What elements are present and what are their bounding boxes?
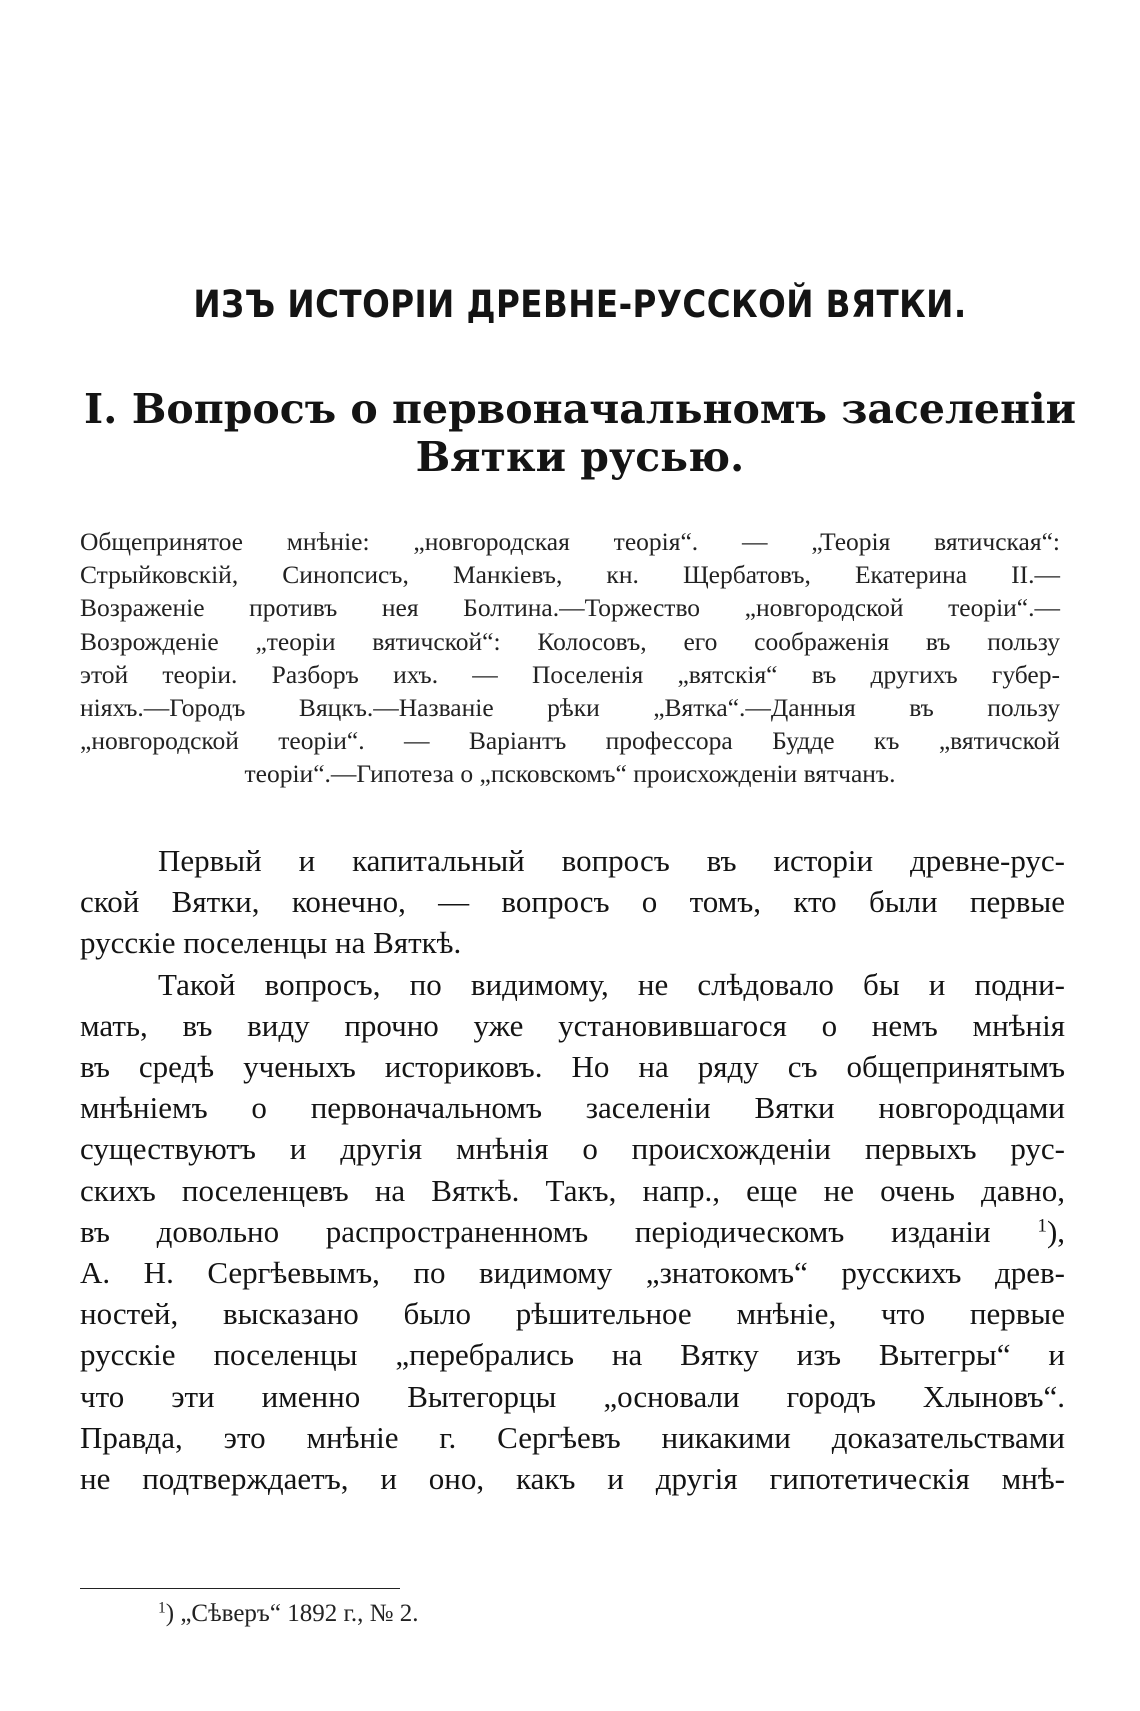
body-line: А. Н. Сергѣевымъ, по видимому „знатокомъ“ русскихъ древ- bbox=[80, 1255, 1065, 1291]
main-title: ИЗЪ ИСТОРІИ ДРЕВНЕ-РУССКОЙ ВЯТКИ. bbox=[193, 283, 967, 326]
body-line: Такой вопросъ, по видимому, не слѣдовало бы и подни- bbox=[158, 966, 1065, 1002]
summary-line: „новгородской теоріи“. — Варіантъ профессора Будде къ „вятичской bbox=[80, 726, 1060, 756]
chapter-title-line-1: I. Вопросъ о первоначальномъ заселеніи bbox=[83, 385, 1076, 433]
summary-line: теоріи“.—Гипотеза о „псковскомъ“ происхожденіи вятчанъ. bbox=[244, 759, 896, 789]
body-line: Правда, это мнѣніе г. Сергѣевъ никакими доказательствами bbox=[80, 1419, 1065, 1455]
body-line: не подтверждаетъ, и оно, какъ и другія гипотетическія мнѣ- bbox=[80, 1461, 1065, 1497]
footnote-marker-close: ) bbox=[165, 1600, 175, 1627]
summary-line: этой теоріи. Разборъ ихъ. — Поселенія „вятскія“ въ другихъ губер- bbox=[80, 659, 1060, 689]
chapter-summary bbox=[80, 525, 1060, 791]
body-line-with-footnote-ref bbox=[80, 1211, 1065, 1252]
footnote bbox=[158, 1600, 419, 1628]
body-line: русскіе поселенцы на Вяткѣ. bbox=[80, 925, 462, 961]
summary-line: Стрыйковскій, Синопсисъ, Манкіевъ, кн. Щербатовъ, Екатерина II.— bbox=[80, 560, 1060, 590]
chapter-title-line-2: Вятки русью. bbox=[415, 433, 745, 481]
body-line: ской Вятки, конечно, — вопросъ о томъ, кто были первые bbox=[80, 884, 1065, 920]
body-line: мать, въ виду прочно уже установившагося о немъ мнѣнія bbox=[80, 1007, 1065, 1043]
body-line: что эти именно Вытегорцы „основали городъ Хлыновъ“. bbox=[80, 1378, 1065, 1414]
body-line: скихъ поселенцевъ на Вяткѣ. Такъ, напр., еще не очень давно, bbox=[80, 1172, 1065, 1208]
body-line: въ средѣ ученыхъ историковъ. Но на ряду съ общепринятымъ bbox=[80, 1049, 1065, 1085]
body-line: существуютъ и другія мнѣнія о происхожденіи первыхъ рус- bbox=[80, 1131, 1065, 1167]
body-line: русскіе поселенцы „перебрались на Вятку изъ Вытегры“ и bbox=[80, 1337, 1065, 1373]
footnote-ref-suffix: ), bbox=[1046, 1213, 1066, 1249]
summary-line: ніяхъ.—Городъ Вяцкъ.—Названіе рѣки „Вятка“.—Данныя въ пользу bbox=[80, 693, 1060, 723]
footnote-divider bbox=[80, 1588, 400, 1589]
footnote-marker: 1 bbox=[158, 1599, 166, 1617]
body-line: ностей, высказано было рѣшительное мнѣніе, что первые bbox=[80, 1296, 1065, 1332]
footnote-ref: 1 bbox=[1037, 1215, 1047, 1237]
body-line: мнѣніемъ о первоначальномъ заселеніи Вятки новгородцами bbox=[80, 1090, 1065, 1126]
summary-line: Возрожденіе „теоріи вятичской“: Колосовъ, его соображенія въ пользу bbox=[80, 626, 1060, 656]
body-text bbox=[80, 840, 1065, 1499]
body-line: Первый и капитальный вопросъ въ исторіи древне-рус- bbox=[158, 843, 1065, 878]
footnote-text: „Сѣверъ“ 1892 г., № 2. bbox=[180, 1600, 419, 1627]
summary-line: Общепринятое мнѣніе: „новгородская теорія“. — „Теорія вятичская“: bbox=[80, 527, 1060, 556]
body-line-text: въ довольно распространенномъ періодическомъ изданіи bbox=[80, 1213, 991, 1249]
summary-line: Возраженіе противъ нея Болтина.—Торжество „новгородской теоріи“.— bbox=[80, 593, 1060, 623]
